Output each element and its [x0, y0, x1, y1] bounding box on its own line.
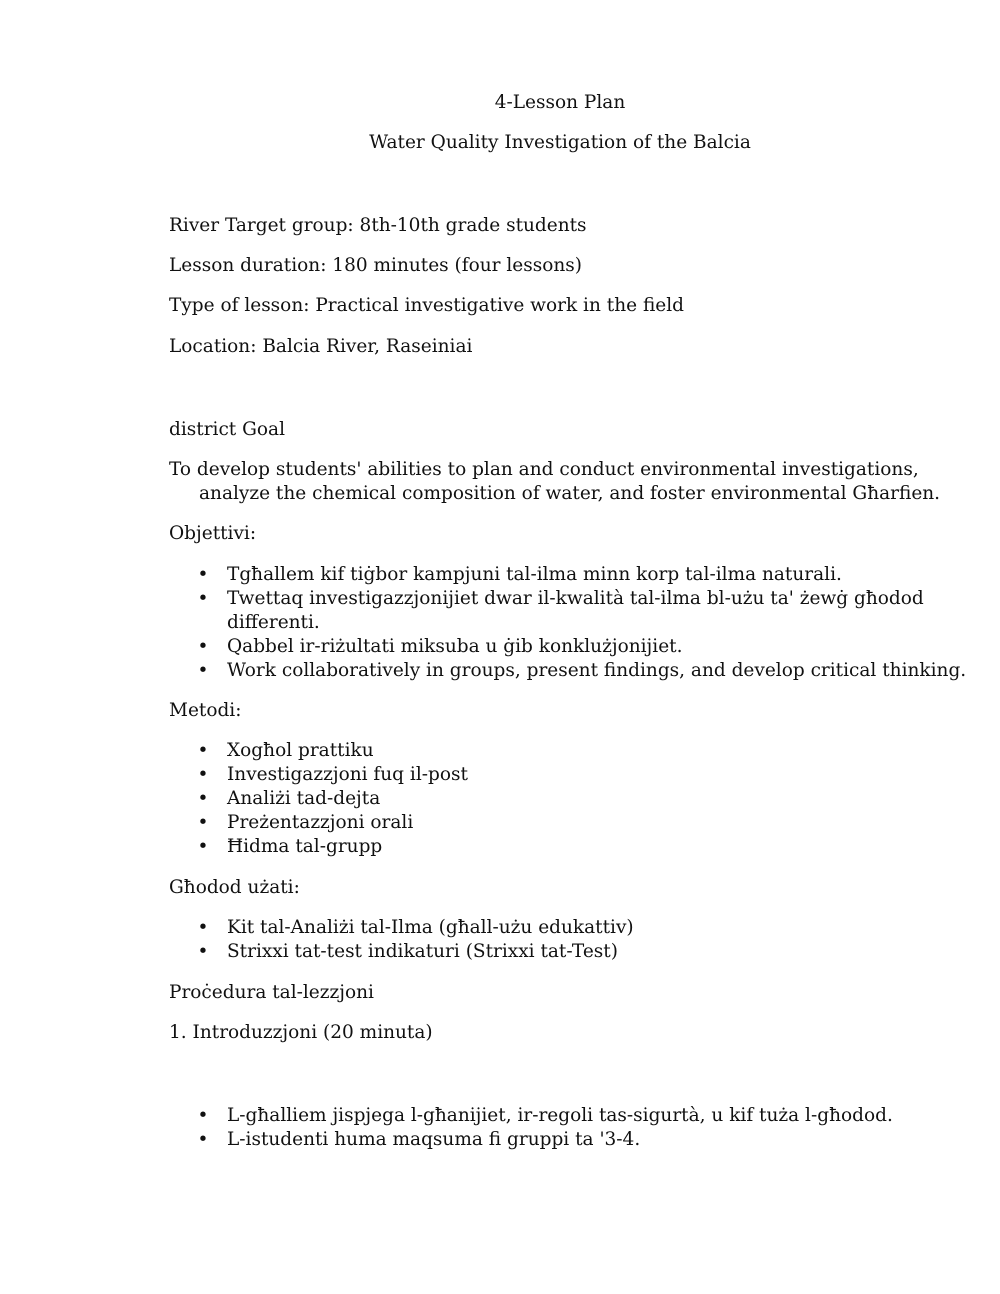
- list-item: • L-istudenti huma maqsuma fi gruppi ta '3-4.: [197, 1129, 641, 1150]
- list-item: • Xogħol prattiku: [197, 740, 374, 761]
- bullet-icon: •: [197, 1129, 209, 1150]
- list-item: • Twettaq investigazzjonijiet dwar il-kwalità tal-ilma bl-użu ta' żewġ għodod differenti.: [197, 588, 924, 633]
- methods-list: [169, 739, 969, 859]
- bullet-icon: •: [197, 836, 209, 857]
- bullet-icon: •: [197, 1105, 209, 1126]
- methods-heading: Metodi:: [169, 700, 242, 721]
- bullet-icon: •: [197, 564, 209, 585]
- goal-text: To develop students' abilities to plan and conduct environmental investigations, analyze the chemical composition of water, and foster environmental Għarfien.: [169, 459, 941, 504]
- list-item: • Qabbel ir-riżultati miksuba u ġib konklużjonijiet.: [197, 636, 683, 657]
- bullet-icon: •: [197, 764, 209, 785]
- document-subtitle: Water Quality Investigation of the Balcia: [369, 132, 751, 153]
- tools-heading: Għodod użati:: [169, 877, 300, 898]
- bullet-icon: •: [197, 660, 209, 681]
- document-title: 4-Lesson Plan: [494, 92, 626, 113]
- list-item: • Strixxi tat-test indikaturi (Strixxi tat-Test): [197, 941, 618, 962]
- list-item: • Investigazzjoni fuq il-post: [197, 764, 468, 785]
- list-item: • Work collaboratively in groups, present findings, and develop critical thinking.: [197, 660, 967, 681]
- bullet-icon: •: [197, 740, 209, 761]
- objectives-heading: Objettivi:: [169, 523, 257, 544]
- tools-list: [169, 916, 969, 964]
- goal-heading: district Goal: [169, 419, 285, 440]
- bullet-icon: •: [197, 941, 209, 962]
- list-item: • Tgħallem kif tiġbor kampjuni tal-ilma minn korp tal-ilma naturali.: [197, 564, 842, 585]
- bullet-icon: •: [197, 636, 209, 657]
- bullet-icon: •: [197, 812, 209, 833]
- list-item: • Preżentazzjoni orali: [197, 812, 414, 833]
- list-item: • Ħidma tal-grupp: [197, 836, 383, 857]
- list-item: • Analiżi tad-dejta: [197, 788, 381, 809]
- lesson-type: Type of lesson: Practical investigative work in the field: [169, 295, 684, 316]
- bullet-icon: •: [197, 788, 209, 809]
- procedure-heading: Proċedura tal-lezzjoni: [169, 982, 374, 1003]
- procedure-step-1: 1. Introduzzjoni (20 minuta): [169, 1022, 433, 1043]
- lesson-duration: Lesson duration: 180 minutes (four lessons): [169, 255, 582, 276]
- bullet-icon: •: [197, 917, 209, 938]
- list-item: • L-għalliem jispjega l-għanijiet, ir-regoli tas-sigurtà, u kif tuża l-għodod.: [197, 1105, 893, 1126]
- bullet-icon: •: [197, 588, 209, 609]
- objectives-list: [169, 563, 969, 683]
- list-item: • Kit tal-Analiżi tal-Ilma (għall-użu edukattiv): [197, 917, 634, 938]
- target-group: River Target group: 8th-10th grade students: [169, 215, 587, 236]
- lesson-location: Location: Balcia River, Raseiniai: [169, 336, 473, 357]
- procedure-list: [169, 1104, 969, 1152]
